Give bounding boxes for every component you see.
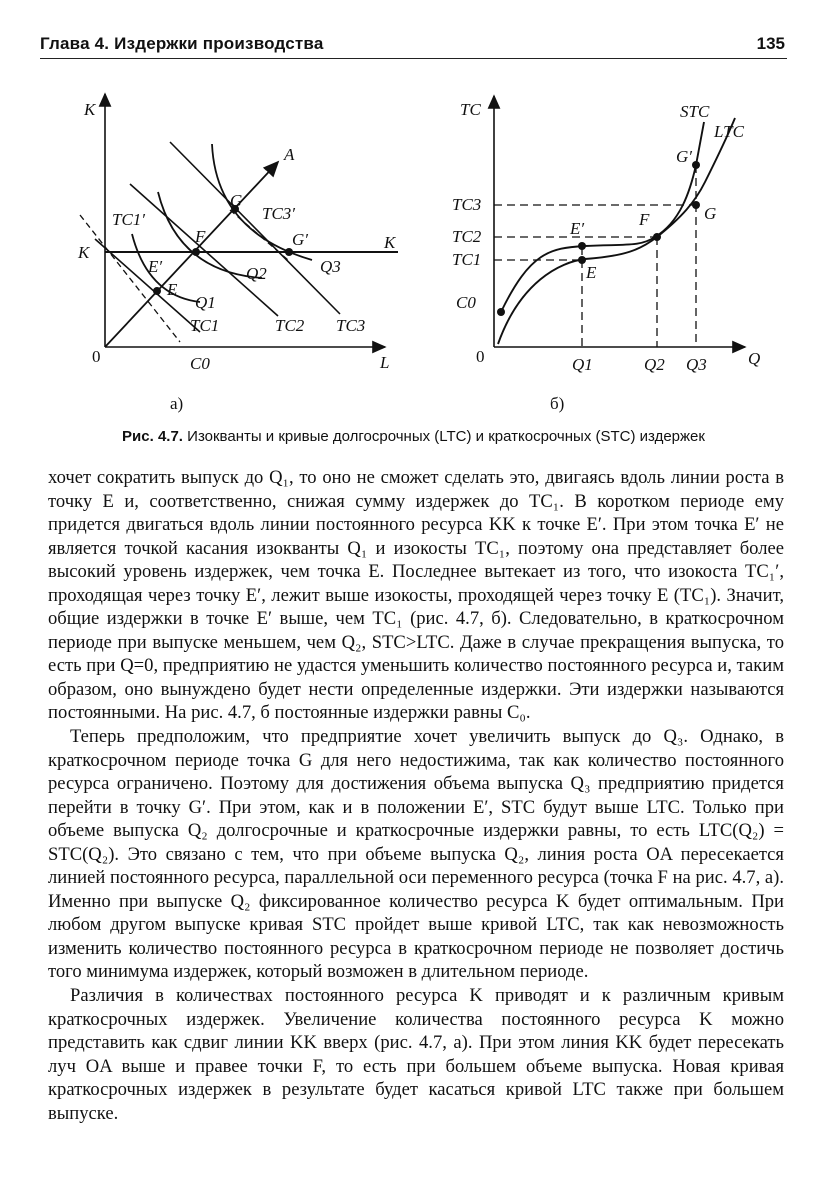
q3-tick-label: Q3 [686,355,707,374]
paragraph-1: хочет сократить выпуск до Q₁, то оно не сможет сделать это, двигаясь вдоль линии роста в точку E и, соответственно, снижая сумму издержек до TC₁. В коротком периоде ему придется двигаться вдоль линии постоянного ресурса KK к точке E′. При этом точка E′ не является точкой касания изокванты Q₁ и изокосты TC₁, поэтому она представляет более высокий уровень издержек, чем точка E. Последнее вытекает из того, что изокоста TC₁′, проходящая через точку E′, лежит выше изокосты, проходящей через точку E (TC₁). Значит, общие издержки в точке E′ выше, чем TC₁ (рис. 4.7, б). Следовательно, в краткосрочном периоде при выпуске меньшем, чем Q₂, STC>LTC. Даже в случае прекращения выпуска, то есть при Q=0, предприятию не удастся уменьшить количество постоянного ресурса и, таким образом, оно вынуждено будет нести определенные издержки. Эти издержки называются постоянными. На рис. 4.7, б постоянные издержки равны C₀. [48,467,784,724]
point-e-prime-b [578,242,586,250]
stc-curve [501,122,704,312]
origin-label: 0 [92,347,101,366]
point-g-b [692,201,700,209]
ltc-curve [498,118,735,344]
origin-label-b: 0 [476,347,485,366]
stc-label: STC [680,102,710,121]
ray-label: A [284,145,295,164]
k-axis-label: K [84,100,96,119]
page-number: 135 [756,34,785,53]
tc2-label: TC2 [275,316,305,335]
q3-label: Q3 [320,257,341,276]
q1-label: Q1 [195,293,216,312]
l-axis-label: L [380,353,390,372]
point-e-b [578,256,586,264]
point-g-prime [285,248,293,256]
figure-4-7 [40,82,787,432]
tc1-prime-label: TC1′ [112,210,146,229]
tc2-tick-label: TC2 [452,227,482,246]
ltc-label: LTC [714,122,744,141]
point-c0 [497,308,505,316]
panel-a-labels [77,100,397,413]
q2-tick-label: Q2 [644,355,665,374]
c0-label: C0 [190,354,210,373]
q2-label: Q2 [246,264,267,283]
panel-b-sublabel: б) [550,394,565,413]
q-axis-label: Q [748,349,761,368]
g-prime-b-label: G′ [676,147,692,166]
page-header [40,32,787,59]
figure-caption [40,428,787,445]
point-g-prime-b [692,161,700,169]
tc-axis-label: TC [460,100,481,119]
tc3-prime-label: TC3′ [262,204,296,223]
g-label: G [230,191,243,210]
e-prime-label: E′ [148,257,163,276]
e-b-label: E [586,263,597,282]
point-f [192,248,200,256]
tc3-tick-label: TC3 [452,195,482,214]
point-f-b [653,233,661,241]
isocost-tc1-prime [80,215,180,342]
g-b-label: G [704,204,717,223]
body-text [48,466,784,1125]
tc1-label: TC1 [190,316,220,335]
chapter-title: Глава 4. Издержки производства [40,34,324,53]
panel-a-sublabel: а) [170,394,184,413]
paragraph-3: Различия в количествах постоянного ресурса K приводят и к различным кривым краткосрочных издержек. Увеличение количества постоянного ресурса K можно представить как сдвиг линии KK вверх (рис. 4.7, а). При этом линия KK будет пересекать луч OA выше и правее точки F, то есть при большем объеме выпуска. Новая кривая краткосрочных издержек в результате будет касаться кривой LTC также при большем выпуске. [48,985,784,1124]
k-right-label: K [384,233,396,252]
q1-tick-label: Q1 [572,355,593,374]
f-label: F [195,227,206,246]
e-prime-b-label: E′ [570,219,585,238]
g-prime-label: G′ [292,230,308,249]
isoquant-q1 [132,234,200,302]
c0-tick-label: C0 [456,293,476,312]
tc1-tick-label: TC1 [452,250,482,269]
paragraph-2: Теперь предположим, что предприятие хочет увеличить выпуск до Q₃. Однако, в краткосрочном периоде точка G для него недостижима, так как количество постоянного ресурса ограничено. Поэтому для достижения объема выпуска Q₃ предприятию придется перейти в точку G′. При этом, как и в положении E′, STC будут выше LTC. Только при объеме выпуска Q₂ долгосрочные и краткосрочные издержки равны, то есть LTC(Q₂) = STC(Q₂). Это связано с тем, что при объеме выпуска Q₂, линия роста OA пересекается линией постоянного ресурса, параллельной оси переменного ресурса (точка F на рис. 4.7, а). Именно при выпуске Q₂ фиксированное количество ресурса K будет оптимальным. При любом другом выпуске кривая STC пройдет выше кривой LTC, так как невозможность изменить количество постоянного ресурса в краткосрочном периоде не позволяет достичь того минимума издержек, который возможен в длительном периоде. [48,726,784,983]
caption-text: Изокванты и кривые долгосрочных (LTC) и краткосрочных (STC) издержек [187,428,705,445]
point-e [153,287,161,295]
f-b-label: F [639,210,650,229]
caption-label: Рис. 4.7. [122,428,183,445]
k-left-label: K [78,243,90,262]
e-label: E [167,280,178,299]
tc3-label: TC3 [336,316,366,335]
figure-svg [40,82,787,432]
